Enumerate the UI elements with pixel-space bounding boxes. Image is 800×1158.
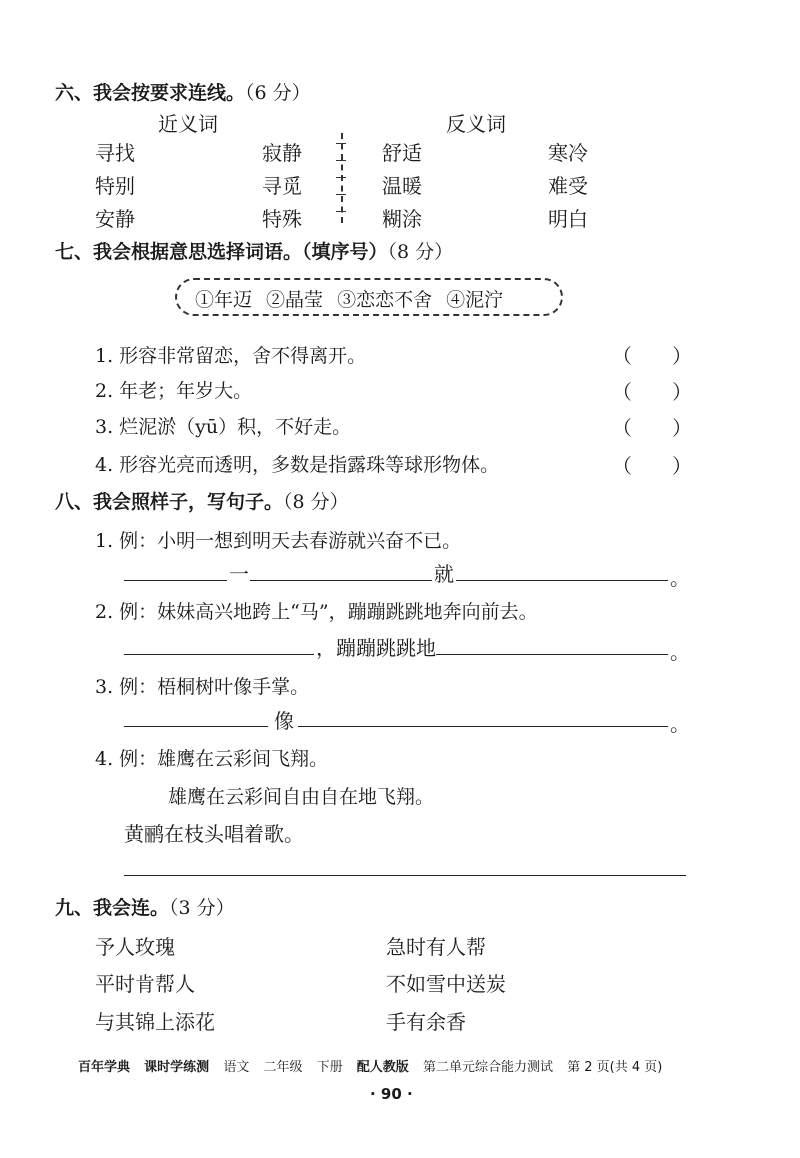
divider-tick — [336, 160, 346, 161]
section-8-title: 八、我会照样子，写句子。（8 分） — [55, 491, 349, 513]
divider-tick — [336, 177, 346, 178]
footer-edition: 配人教版 — [356, 1060, 409, 1075]
proverb-left: 予人玫瑰 — [95, 935, 175, 959]
question-item: 3. 烂泥淤（yū）积，不好走。 — [95, 416, 352, 438]
answer-blank[interactable] — [124, 875, 686, 876]
synonym-left-word: 寻找 — [95, 141, 135, 165]
answer-blank[interactable] — [456, 580, 668, 581]
section-6-title: 六、我会按要求连线。（6 分） — [55, 82, 311, 104]
footer-page: 第 2 页(共 4 页) — [567, 1060, 663, 1075]
divider-tick — [336, 143, 346, 144]
footer-brand: 百年学典 — [78, 1060, 131, 1075]
footer-volume: 下册 — [316, 1060, 343, 1075]
synonym-right-word: 特殊 — [262, 207, 302, 231]
synonym-right-word: 寂静 — [262, 141, 302, 165]
antonym-left-word: 温暖 — [382, 174, 422, 198]
template-word-jiu: 就 — [434, 562, 454, 586]
section-7-title: 七、我会根据意思选择词语。（填序号）（8 分） — [55, 241, 454, 263]
period: 。 — [670, 712, 690, 736]
example-sentence-4-expanded: 雄鹰在云彩间自由自在地飞翔。 — [168, 786, 435, 808]
synonym-left-word: 特别 — [95, 174, 135, 198]
answer-paren-close: ） — [672, 380, 692, 404]
proverb-right: 急时有人帮 — [386, 935, 486, 959]
synonym-right-word: 寻觅 — [262, 174, 302, 198]
antonym-right-word: 寒冷 — [548, 141, 588, 165]
question-item: 4. 形容光亮而透明，多数是指露珠等球形物体。 — [95, 454, 500, 476]
page-footer — [78, 1056, 672, 1075]
divider-tick — [336, 194, 346, 195]
antonym-left-word: 糊涂 — [382, 207, 422, 231]
template-phrase: ，蹦蹦跳跳地 — [316, 636, 436, 660]
antonym-right-word: 难受 — [548, 174, 588, 198]
footer-subject: 语文 — [223, 1060, 250, 1075]
proverb-left: 与其锦上添花 — [95, 1010, 215, 1034]
example-sentence-3: 3. 例：梧桐树叶像手掌。 — [95, 676, 310, 698]
answer-paren-open: （ — [612, 344, 632, 368]
proverb-left: 平时肯帮人 — [95, 972, 195, 996]
footer-series: 课时学练测 — [144, 1060, 210, 1075]
answer-blank[interactable] — [436, 654, 668, 655]
synonym-left-word: 安静 — [95, 207, 135, 231]
template-word-xiang: 像 — [274, 709, 294, 733]
word-bank: ①年迈 ②晶莹 ③恋恋不舍 ④泥泞 — [195, 289, 504, 311]
task-sentence: 黄鹂在枝头唱着歌。 — [124, 822, 304, 846]
question-item: 2. 年老；年岁大。 — [95, 380, 253, 402]
page-number: · 90 · — [370, 1085, 413, 1103]
answer-paren-open: （ — [612, 380, 632, 404]
question-item: 1. 形容非常留恋，舍不得离开。 — [95, 345, 367, 367]
answer-blank[interactable] — [124, 726, 268, 727]
synonym-header: 近义词 — [158, 112, 218, 136]
answer-paren-close: ） — [672, 416, 692, 440]
column-divider — [341, 133, 343, 223]
template-word-yi: 一 — [229, 562, 249, 586]
example-sentence-2: 2. 例：妹妹高兴地跨上“马”，蹦蹦跳跳地奔向前去。 — [95, 601, 538, 623]
answer-blank[interactable] — [250, 580, 432, 581]
period: 。 — [670, 640, 690, 664]
antonym-left-word: 舒适 — [382, 141, 422, 165]
footer-test-name: 第二单元综合能力测试 — [422, 1060, 553, 1075]
antonym-right-word: 明白 — [548, 207, 588, 231]
antonym-header: 反义词 — [446, 112, 506, 136]
proverb-right: 手有余香 — [386, 1010, 466, 1034]
example-sentence-1: 1. 例：小明一想到明天去春游就兴奋不已。 — [95, 530, 462, 552]
answer-blank[interactable] — [298, 726, 668, 727]
period: 。 — [670, 566, 690, 590]
answer-paren-close: ） — [672, 344, 692, 368]
example-sentence-4: 4. 例：雄鹰在云彩间飞翔。 — [95, 748, 329, 770]
section-9-title: 九、我会连。（3 分） — [55, 897, 235, 919]
answer-blank[interactable] — [124, 654, 314, 655]
answer-paren-open: （ — [612, 416, 632, 440]
divider-tick — [336, 211, 346, 212]
answer-blank[interactable] — [124, 580, 227, 581]
answer-paren-close: ） — [672, 454, 692, 478]
proverb-right: 不如雪中送炭 — [386, 972, 506, 996]
footer-grade: 二年级 — [263, 1060, 303, 1075]
answer-paren-open: （ — [612, 454, 632, 478]
